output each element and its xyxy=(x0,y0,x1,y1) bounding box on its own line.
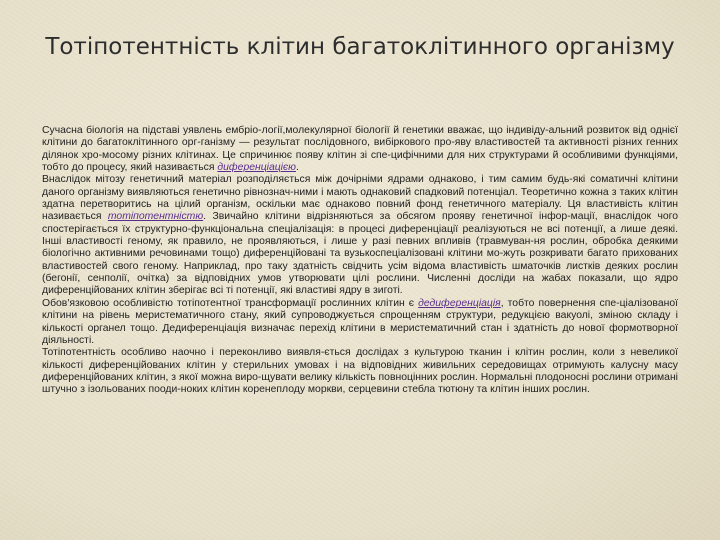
paragraph-differentiation xyxy=(42,125,678,174)
paragraph-text: Обов'язковою особливістю тотіпотентної трансформації рослинних клітин є xyxy=(42,297,419,309)
term-dedifferentiation: дедиференціація xyxy=(418,297,501,309)
paragraph-dedifferentiation xyxy=(42,298,678,347)
paragraph-text: , тобто повернення спе-ціалізованої клітини на рівень меристематичного стану, який супроводжується спрощенням структури, редукцією вакуолі, зміною складу і кількості органел тощо. Дедиференціація визначає перехід клітини в меристематичний стан і здатність до нової формотворної діяльності. xyxy=(42,297,679,346)
paragraph-text: Тотіпотентність особливо наочно і переконливо виявля-ється дослідах з культурою тканин і клітин рослин, коли з невеликої кількості диференційованих клітин у стерильних умовах і на відповідних живильних середовищах отримують калусну масу диференційованих клітин, з якої можна виро-щувати велику кількість повноцінних рослин. Нормальні плодоносні рослини отримані штучно з ізольованих пооди-ноких клітин коренеплоду моркви, серцевини стебла тютюну та клітин інших рослин. xyxy=(42,347,678,396)
slide-body xyxy=(42,125,678,397)
paragraph-text: Внаслідок мітозу генетичний матеріал розподіляється між дочірніми ядрами однаково, і тим самим будь-які соматичні клітини даного організму виявляються генетично рівнознач-ними і мають однаковий спадковий потенціал. Теоретично кожна з таких клітин здатна перетворитись на цілий організм, оскільки має однаково повний фонд генетичного матеріалу. Ця властивість клітин називається xyxy=(42,174,678,223)
term-totipotency: тотіпотентністю xyxy=(107,211,204,223)
term-differentiation: диференціацією xyxy=(217,162,296,174)
paragraph-tissue-culture xyxy=(42,347,678,396)
paragraph-text: . xyxy=(295,162,299,174)
paragraph-text: Сучасна біологія на підставі уявлень ембріо-логії,молекулярної біології й генетики вважає, що індивіду-альний розвиток від однієї клітини до багатоклітинного орг-ганізму — результат послідовного, вибіркового про-яву властивостей та активності різних генних ділянок хро-мосому різних клітинах. Це спричинює появу клітин зі спе-цифічними для них структурами й особливими функціями, тобто до процесу, який називається xyxy=(42,125,678,174)
paragraph-text: . Звичайно клітини відрізняються за обсягом прояву генетичної інфор-мації, внаслідок чого спостерігається їх структурно-функціональна спеціалізація: в процесі диференціації реалізуються не всі потенції, а лише деякі. Інші властивості геному, як правило, не проявляються, і лише у разі певних впливів (травмуван-ня рослин, обробка деякими біологічно активними речовинами тощо) диференційовані та вузькоспеціалізовані клітини мо-жуть розкривати багато прихованих властивостей свого геному. Наприклад, про таку здатність свідчить усім відома властивість шматочків листків деяких рослин (бегонії, сенполії, очітка) за відповідних умов утворювати цілі рослини. Численні досліди на жабах показали, що ядро диференційованих клітин зберігає всі ті потенції, які властиві ядру в зиготі. xyxy=(42,211,678,297)
paragraph-totipotency xyxy=(42,174,678,297)
slide-title: Тотіпотентність клітин багатоклітинного організму xyxy=(45,34,675,60)
